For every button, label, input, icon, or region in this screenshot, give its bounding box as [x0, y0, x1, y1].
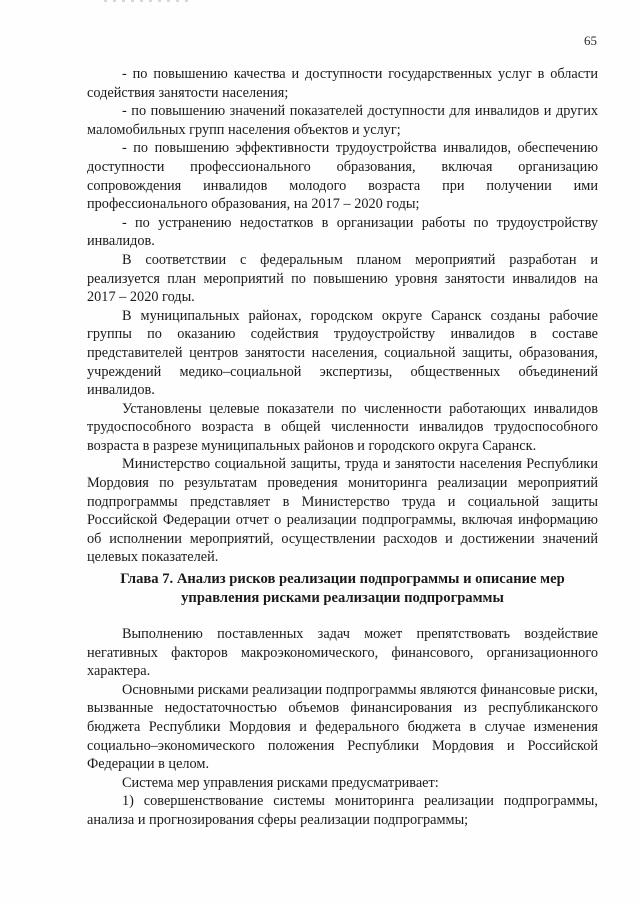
page-number: 65 — [584, 33, 597, 48]
paragraph: - по повышению значений показателей доступности для инвалидов и других маломобильных групп населения объектов и услуг; — [87, 103, 598, 138]
paragraph: Выполнению поставленных задач может препятствовать воздействие негативных факторов макроэкономического, финансового, организационного характера. — [87, 626, 598, 680]
body-text-bottom — [87, 625, 598, 830]
paragraph: - по повышению эффективности трудоустройства инвалидов, обеспечению доступности профессионального образования, включая организацию сопровождения инвалидов молодого возраста при получении ими профессионального образования, на 2017 – 2020 годы; — [87, 140, 598, 213]
paragraph: - по устранению недостатков в организации работы по трудоустройству инвалидов. — [87, 214, 598, 250]
paragraph: Основными рисками реализации подпрограммы являются финансовые риски, вызванные недостаточностью объемов финансирования из республиканского бюджета Республики Мордовия и федерального бюджета в случае изменения социально–экономического положения Республики Мордовия и Российской Федерации в целом. — [87, 681, 598, 773]
paragraph: - по повышению качества и доступности государственных услуг в области содействия занятости населения; — [87, 66, 598, 101]
paragraph: В муниципальных районах, городском округе Саранск созданы рабочие группы по оказанию содействия трудоустройству инвалидов в составе представителей центров занятости населения, социальной защиты, образования, учреждений медико–социальной экспертизы, общественных объединений инвалидов. — [87, 307, 598, 399]
paragraph: 1) совершенствование системы мониторинга реализации подпрограммы, анализа и прогнозирования сферы реализации подпрограммы; — [87, 793, 598, 828]
paragraph: Установлены целевые показатели по численности работающих инвалидов трудоспособного возраста в общей численности инвалидов трудоспособного возраста в разрезе муниципальных районов и городского округа Саранск. — [87, 400, 598, 454]
paragraph: Министерство социальной защиты, труда и занятости населения Республики Мордовия по результатам проведения мониторинга реализации мероприятий подпрограммы представляет в Министерство труда и социальной защиты Российской Федерации отчет о реализации подпрограммы, включая информацию об исполнении мероприятий, осуществлении расходов и достижении значений целевых показателей. — [87, 456, 598, 566]
paragraph: В соответствии с федеральным планом мероприятий разработан и реализуется план мероприятий по повышению уровня занятости инвалидов на 2017 – 2020 годы. — [87, 251, 598, 306]
chapter-heading: Глава 7. Анализ рисков реализации подпрограммы и описание мер управления рисками реализации подпрограммы — [120, 571, 565, 606]
body-text-top — [87, 65, 598, 567]
scan-artifact — [104, 0, 194, 2]
paragraph: Система мер управления рисками предусматривает: — [122, 774, 439, 791]
